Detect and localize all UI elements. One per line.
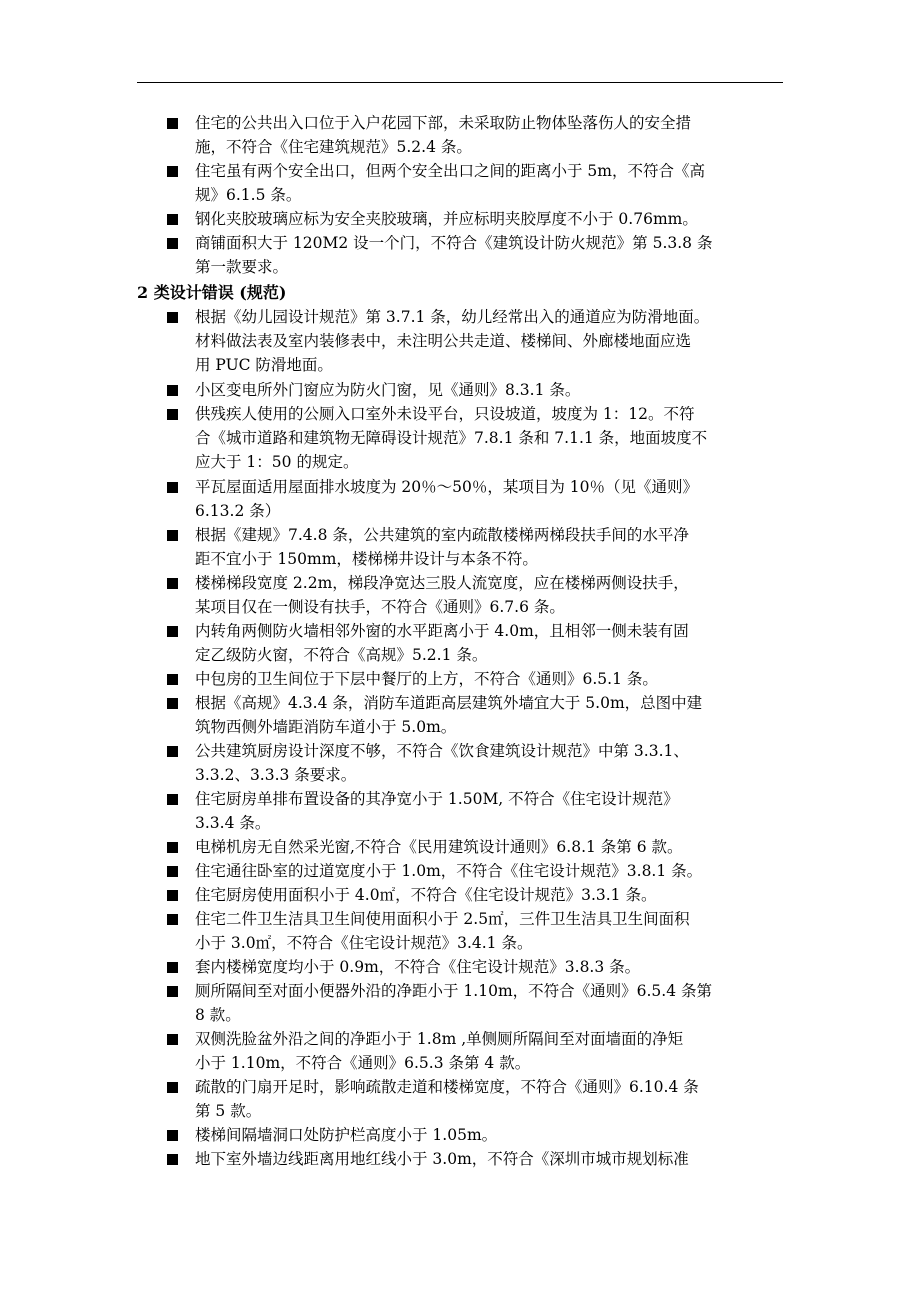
list-item: 套内楼梯宽度均小于 0.9m，不符合《住宅设计规范》3.8.3 条。 [195,958,641,976]
list-item: 住宅的公共出入口位于入户花园下部，未采取防止物体坠落伤人的安全措 施，不符合《住宅建筑规范》5.2.4 条。 [195,114,692,156]
list-item: 平瓦屋面适用屋面排水坡度为 20％～50％，某项目为 10％（见《通则》 6.13.2 条） [195,478,699,520]
bullet-icon [167,674,178,685]
bullet-icon [167,530,178,541]
list-item: 钢化夹胶玻璃应标为安全夹胶玻璃，并应标明夹胶厚度不小于 0.76mm。 [195,210,698,228]
bullet-icon [167,118,178,129]
list-item: 住宅虽有两个安全出口，但两个安全出口之间的距离小于 5m，不符合《高 规》6.1.5 条。 [195,162,705,204]
bullet-icon [167,986,178,997]
list-item: 住宅二件卫生洁具卫生间使用面积小于 2.5㎡，三件卫生洁具卫生间面积 小于 3.0㎡，不符合《住宅设计规范》3.4.1 条。 [195,910,690,952]
list-item: 公共建筑厨房设计深度不够，不符合《饮食建筑设计规范》中第 3.3.1、 3.3.2、3.3.3 条要求。 [195,742,689,784]
bullet-icon [167,698,178,709]
list-item: 楼梯梯段宽度 2.2m，梯段净宽达三股人流宽度，应在楼梯两侧设扶手， 某项目仅在一侧设有扶手，不符合《通则》6.7.6 条。 [195,574,689,616]
bullet-icon [167,866,178,877]
bullet-icon [167,746,178,757]
bullet-icon [167,385,178,396]
section-heading: 2 类设计错误 (规范) [137,283,287,302]
bullet-icon [167,1130,178,1141]
list-item: 住宅通往卧室的过道宽度小于 1.0m，不符合《住宅设计规范》3.8.1 条。 [195,862,703,880]
list-item: 住宅厨房使用面积小于 4.0㎡，不符合《住宅设计规范》3.3.1 条。 [195,886,657,904]
bullet-icon [167,482,178,493]
list-item: 楼梯间隔墙洞口处防护栏高度小于 1.05m。 [195,1126,498,1144]
list-item: 根据《幼儿园设计规范》第 3.7.1 条，幼儿经常出入的通道应为防滑地面。 材料做法表及室内装修表中，未注明公共走道、楼梯间、外廊楼地面应选 用 PUC 防滑地面。 [195,308,710,374]
bullet-icon [167,962,178,973]
header-rule [137,82,783,83]
list-item: 地下室外墙边线距离用地红线小于 3.0m，不符合《深圳市城市规划标准 [195,1150,689,1168]
list-item: 住宅厨房单排布置设备的其净宽小于 1.50M, 不符合《住宅设计规范》 3.3.4 条。 [195,790,679,832]
list-item: 商铺面积大于 120M2 设一个门，不符合《建筑设计防火规范》第 5.3.8 条 第一款要求。 [195,234,713,276]
bullet-icon [167,794,178,805]
bullet-icon [167,409,178,420]
list-item: 中包房的卫生间位于下层中餐厅的上方，不符合《通则》6.5.1 条。 [195,670,658,688]
list-item: 根据《高规》4.3.4 条，消防车道距高层建筑外墙宜大于 5.0m，总图中建 筑物西侧外墙距消防车道小于 5.0m。 [195,694,703,736]
bullet-icon [167,1034,178,1045]
list-item: 供残疾人使用的公厕入口室外未设平台，只设坡道，坡度为 1：12。不符 合《城市道路和建筑物无障碍设计规范》7.8.1 条和 7.1.1 条，地面坡度不 应大于 1：50 的规定。 [195,405,708,471]
bullet-icon [167,166,178,177]
bullet-icon [167,312,178,323]
bullet-icon [167,214,178,225]
list-item: 厕所隔间至对面小便器外沿的净距小于 1.10m，不符合《通则》6.5.4 条第 8 款。 [195,982,713,1024]
bullet-icon [167,1154,178,1165]
list-item: 小区变电所外门窗应为防火门窗，见《通则》8.3.1 条。 [195,381,581,399]
list-item: 根据《建规》7.4.8 条，公共建筑的室内疏散楼梯两梯段扶手间的水平净 距不宜小于 150mm，楼梯梯井设计与本条不符。 [195,526,689,568]
bullet-icon [167,626,178,637]
bullet-icon [167,578,178,589]
bullet-icon [167,914,178,925]
list-item: 电梯机房无自然采光窗,不符合《民用建筑设计通则》6.8.1 条第 6 款。 [195,838,683,856]
list-item: 双侧洗脸盆外沿之间的净距小于 1.8m ,单侧厕所隔间至对面墙面的净矩 小于 1.10m，不符合《通则》6.5.3 条第 4 款。 [195,1030,684,1072]
bullet-icon [167,1082,178,1093]
bullet-icon [167,238,178,249]
bullet-icon [167,890,178,901]
bullet-icon [167,842,178,853]
list-item: 疏散的门扇开足时，影响疏散走道和楼梯宽度，不符合《通则》6.10.4 条 第 5 款。 [195,1078,699,1120]
list-item: 内转角两侧防火墙相邻外窗的水平距离小于 4.0m，且相邻一侧未装有固 定乙级防火窗，不符合《高规》5.2.1 条。 [195,622,689,664]
